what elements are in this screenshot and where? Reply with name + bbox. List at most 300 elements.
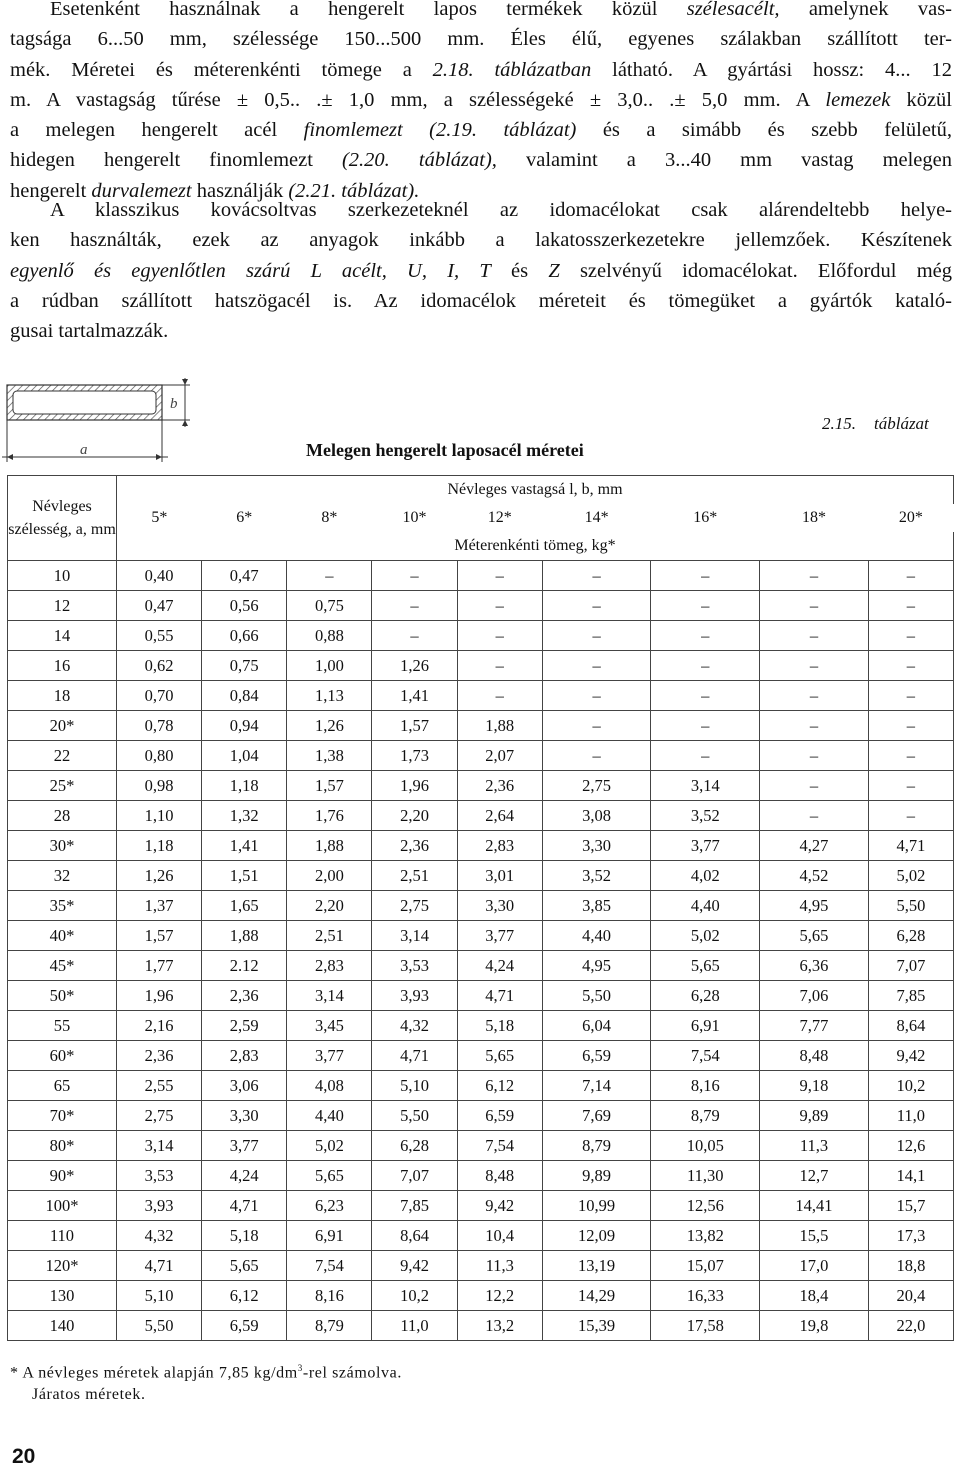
- mass-cell: 1,18: [202, 771, 287, 801]
- mass-cell: –: [651, 621, 760, 651]
- mass-cell: –: [760, 741, 869, 771]
- table-row: [8, 1311, 954, 1341]
- mass-cell: –: [457, 651, 542, 681]
- mass-cell: –: [760, 591, 869, 621]
- mass-cell: –: [287, 561, 372, 591]
- mass-cell: 7,54: [457, 1131, 542, 1161]
- mass-cell: 0,70: [117, 681, 202, 711]
- mass-cell: –: [868, 741, 953, 771]
- mass-cell: –: [868, 651, 953, 681]
- thickness-header: 18*: [801, 508, 826, 526]
- footnote-superscript: 3: [297, 1363, 303, 1373]
- mass-cell: 6,12: [457, 1071, 542, 1101]
- mass-cell: –: [760, 561, 869, 591]
- mass-cell: 4,71: [372, 1041, 457, 1071]
- mass-cell: 2,55: [117, 1071, 202, 1101]
- mass-cell: 17,3: [868, 1221, 953, 1251]
- mass-cell: 0,80: [117, 741, 202, 771]
- mass-cell: 1,65: [202, 891, 287, 921]
- flat-steel-dimensions-table: [7, 475, 954, 1341]
- table-caption: Melegen hengerelt laposacél méretei: [306, 440, 584, 460]
- mass-cell: 12,6: [868, 1131, 953, 1161]
- italic-text: Z: [548, 259, 560, 282]
- mass-cell: 6,59: [202, 1311, 287, 1341]
- mass-cell: 4,71: [457, 981, 542, 1011]
- thickness-header: 10*: [402, 508, 427, 526]
- mass-cell: 6,28: [651, 981, 760, 1011]
- table-row: [8, 681, 954, 711]
- mass-cell: 6,12: [202, 1281, 287, 1311]
- mass-cell: 7,85: [372, 1191, 457, 1221]
- table-row: [8, 1041, 954, 1071]
- text: hengerelt: [10, 179, 92, 202]
- mass-cell: 5,65: [202, 1251, 287, 1281]
- mass-cell: 2,20: [372, 801, 457, 831]
- mass-cell: 12,7: [760, 1161, 869, 1191]
- text-line: [10, 115, 952, 145]
- mass-cell: 3,53: [372, 951, 457, 981]
- width-cell: 22: [8, 741, 117, 771]
- mass-cell: 2,51: [287, 921, 372, 951]
- mass-cell: 12,09: [542, 1221, 651, 1251]
- width-cell: 40*: [8, 921, 117, 951]
- mass-cell: 17,58: [651, 1311, 760, 1341]
- mass-cell: 5,50: [542, 981, 651, 1011]
- footnote-line-2: Járatos méretek.: [32, 1386, 146, 1404]
- mass-cell: –: [760, 711, 869, 741]
- mass-cell: 4,95: [542, 951, 651, 981]
- mass-cell: 7,54: [651, 1041, 760, 1071]
- mass-cell: –: [760, 681, 869, 711]
- mass-cell: 15,07: [651, 1251, 760, 1281]
- mass-cell: 1,41: [202, 831, 287, 861]
- mass-cell: 0,98: [117, 771, 202, 801]
- italic-text: lemezek: [825, 88, 891, 111]
- text: valamint a 3...40 mm vastag melegen: [496, 149, 953, 172]
- text: használják: [191, 179, 289, 202]
- width-cell: 25*: [8, 771, 117, 801]
- thickness-header: 20*: [898, 508, 923, 526]
- mass-cell: 4,52: [760, 861, 869, 891]
- mass-cell: 15,5: [760, 1221, 869, 1251]
- text: m. A vastagság tűrése ± 0,5.. .± 1,0 mm, a szélességeké ± 3,0.. .± 5,0 mm. A: [10, 88, 826, 111]
- mass-cell: 0,47: [117, 591, 202, 621]
- table-row: [8, 981, 954, 1011]
- mass-cell: 4,08: [287, 1071, 372, 1101]
- table-row: [8, 651, 954, 681]
- mass-cell: 1,51: [202, 861, 287, 891]
- page-number: 20: [12, 1445, 36, 1468]
- mass-cell: –: [542, 591, 651, 621]
- mass-cell: 4,24: [202, 1161, 287, 1191]
- width-cell: 20*: [8, 711, 117, 741]
- table-body: [8, 561, 954, 1341]
- mass-cell: 13,19: [542, 1251, 651, 1281]
- table-row: [8, 591, 954, 621]
- mass-cell: 3,14: [287, 981, 372, 1011]
- mass-cell: 11,3: [760, 1131, 869, 1161]
- mass-cell: 8,48: [457, 1161, 542, 1191]
- thickness-header-row: [8, 504, 954, 533]
- table-row: [8, 771, 954, 801]
- mass-cell: 7,69: [542, 1101, 651, 1131]
- mass-cell: 13,82: [651, 1221, 760, 1251]
- mass-cell: 22,0: [868, 1311, 953, 1341]
- table-row: [8, 1161, 954, 1191]
- mass-cell: 7,77: [760, 1011, 869, 1041]
- mass-cell: 4,71: [202, 1191, 287, 1221]
- mass-cell: 3,30: [542, 831, 651, 861]
- mass-cell: 11,30: [651, 1161, 760, 1191]
- mass-cell: 8,48: [760, 1041, 869, 1071]
- mass-cell: 12,2: [457, 1281, 542, 1311]
- mass-cell: 0,88: [287, 621, 372, 651]
- mass-cell: 0,47: [202, 561, 287, 591]
- mass-cell: 11,3: [457, 1251, 542, 1281]
- mass-cell: 1,57: [372, 711, 457, 741]
- mass-cell: 6,36: [760, 951, 869, 981]
- italic-text: finomlemezt (2.19. táblázat): [303, 119, 577, 142]
- mass-cell: –: [542, 711, 651, 741]
- mass-cell: 14,41: [760, 1191, 869, 1221]
- mass-cell: 9,18: [760, 1071, 869, 1101]
- mass-cell: 4,71: [117, 1251, 202, 1281]
- mass-cell: –: [868, 681, 953, 711]
- mass-cell: 8,79: [287, 1311, 372, 1341]
- profiles-paragraph: [10, 195, 952, 346]
- mass-cell: 1,96: [117, 981, 202, 1011]
- mass-cell: 1,04: [202, 741, 287, 771]
- mass-cell: 5,50: [372, 1101, 457, 1131]
- mass-cell: 6,23: [287, 1191, 372, 1221]
- table-row: [8, 831, 954, 861]
- width-cell: 90*: [8, 1161, 117, 1191]
- text: ken használták, ezek az anyagok inkább a lakatosszerkezetekre jellemzőek. Készítenek: [10, 229, 952, 252]
- mass-cell: 8,64: [372, 1221, 457, 1251]
- mass-cell: 2,07: [457, 741, 542, 771]
- mass-cell: 8,16: [651, 1071, 760, 1101]
- mass-cell: 19,8: [760, 1311, 869, 1341]
- text-line: [10, 85, 952, 115]
- mass-cell: 2,75: [117, 1101, 202, 1131]
- mass-cell: 7,54: [287, 1251, 372, 1281]
- text: hidegen hengerelt finomlemezt: [10, 149, 342, 172]
- mass-cell: 2,64: [457, 801, 542, 831]
- mass-cell: 0,40: [117, 561, 202, 591]
- text: A klasszikus kovácsoltvas szerkezeteknél az idomacélokat csak alárendeltebb helye-: [50, 199, 952, 221]
- mass-cell: 8,79: [542, 1131, 651, 1161]
- mass-cell: 10,2: [868, 1071, 953, 1101]
- mass-cell: 6,59: [457, 1101, 542, 1131]
- mass-cell: 1,41: [372, 681, 457, 711]
- width-cell: 60*: [8, 1041, 117, 1071]
- mass-cell: 8,64: [868, 1011, 953, 1041]
- mass-cell: 4,71: [868, 831, 953, 861]
- width-cell: 14: [8, 621, 117, 651]
- mass-cell: –: [372, 591, 457, 621]
- mass-cell: 6,91: [651, 1011, 760, 1041]
- mass-cell: 7,06: [760, 981, 869, 1011]
- mass-cell: 0,62: [117, 651, 202, 681]
- mass-cell: 13,2: [457, 1311, 542, 1341]
- thickness-header: 14*: [584, 508, 609, 526]
- text: a melegen hengerelt acél: [10, 119, 304, 142]
- mass-cell: 1,32: [202, 801, 287, 831]
- mass-cell: –: [372, 621, 457, 651]
- mass-cell: 2,36: [202, 981, 287, 1011]
- mass-cell: 7,07: [868, 951, 953, 981]
- italic-text: szélesacélt,: [686, 0, 780, 20]
- width-cell: 32: [8, 861, 117, 891]
- width-cell: 28: [8, 801, 117, 831]
- table-row: [8, 801, 954, 831]
- mass-cell: 3,77: [651, 831, 760, 861]
- mass-cell: 2,00: [287, 861, 372, 891]
- mass-cell: –: [651, 591, 760, 621]
- mass-cell: –: [651, 711, 760, 741]
- mass-cell: 0,55: [117, 621, 202, 651]
- text-line: [10, 286, 952, 316]
- mass-cell: 5,65: [287, 1161, 372, 1191]
- mass-cell: 1,96: [372, 771, 457, 801]
- flat-bar-cross-section-figure: [0, 372, 200, 472]
- mass-cell: –: [760, 801, 869, 831]
- width-cell: 45*: [8, 951, 117, 981]
- mass-cell: 6,91: [287, 1221, 372, 1251]
- mass-cell: 0,75: [202, 651, 287, 681]
- text-line: [10, 316, 952, 346]
- mass-cell: –: [760, 621, 869, 651]
- mass-cell: 9,42: [372, 1251, 457, 1281]
- table-row: [8, 1101, 954, 1131]
- mass-cell: 5,65: [760, 921, 869, 951]
- width-cell: 80*: [8, 1131, 117, 1161]
- mass-cell: 4,27: [760, 831, 869, 861]
- mass-cell: 8,79: [651, 1101, 760, 1131]
- mass-cell: –: [760, 651, 869, 681]
- mass-cell: 3,14: [651, 771, 760, 801]
- mass-cell: 7,85: [868, 981, 953, 1011]
- mass-cell: 1,57: [117, 921, 202, 951]
- mass-cell: 15,7: [868, 1191, 953, 1221]
- table-row: [8, 951, 954, 981]
- width-cell: 18: [8, 681, 117, 711]
- table-row: [8, 1191, 954, 1221]
- mass-cell: 3,08: [542, 801, 651, 831]
- mass-cell: –: [542, 621, 651, 651]
- mass-cell: 3,93: [117, 1191, 202, 1221]
- mass-cell: 2,36: [117, 1041, 202, 1071]
- table-number: [822, 414, 929, 434]
- mass-cell: 11,0: [868, 1101, 953, 1131]
- mass-cell: 14,1: [868, 1161, 953, 1191]
- mass-cell: 5,50: [868, 891, 953, 921]
- mass-cell: 3,77: [202, 1131, 287, 1161]
- mass-cell: 1,13: [287, 681, 372, 711]
- mass-cell: –: [868, 801, 953, 831]
- mass-cell: 0,66: [202, 621, 287, 651]
- italic-text: 2.18. táblázatban: [432, 58, 592, 81]
- mass-cell: 4,40: [651, 891, 760, 921]
- text-line: [10, 256, 952, 286]
- mass-cell: 5,02: [287, 1131, 372, 1161]
- mass-cell: 1,77: [117, 951, 202, 981]
- mass-cell: –: [651, 681, 760, 711]
- width-cell: 100*: [8, 1191, 117, 1221]
- mass-cell: 6,59: [542, 1041, 651, 1071]
- width-cell: 30*: [8, 831, 117, 861]
- mass-cell: 5,10: [117, 1281, 202, 1311]
- mass-cell: 3,52: [651, 801, 760, 831]
- mass-cell: 3,53: [117, 1161, 202, 1191]
- mass-cell: –: [760, 771, 869, 801]
- mass-cell: 3,85: [542, 891, 651, 921]
- width-cell: 120*: [8, 1251, 117, 1281]
- table-row: [8, 1221, 954, 1251]
- thickness-header: 5*: [151, 508, 168, 526]
- width-cell: 65: [8, 1071, 117, 1101]
- mass-cell: 9,89: [760, 1101, 869, 1131]
- mass-cell: 2,59: [202, 1011, 287, 1041]
- width-cell: 140: [8, 1311, 117, 1341]
- mass-cell: 7,14: [542, 1071, 651, 1101]
- width-cell: 50*: [8, 981, 117, 1011]
- width-cell: 16: [8, 651, 117, 681]
- mass-cell: 4,32: [117, 1221, 202, 1251]
- mass-cell: 0,84: [202, 681, 287, 711]
- thickness-header: 6*: [236, 508, 253, 526]
- text: Esetenként használnak a hengerelt lapos termékek közül: [50, 0, 687, 20]
- mass-cell: –: [868, 591, 953, 621]
- mass-cell: 1,73: [372, 741, 457, 771]
- width-cell: 35*: [8, 891, 117, 921]
- mass-cell: 3,45: [287, 1011, 372, 1041]
- text-line: [10, 195, 952, 225]
- mass-cell: –: [542, 681, 651, 711]
- footnote-line-1: [10, 1357, 402, 1384]
- text: és: [490, 259, 549, 282]
- mass-cell: –: [457, 561, 542, 591]
- text-line: [10, 0, 952, 24]
- mass-cell: 1,88: [457, 711, 542, 741]
- mass-cell: 1,26: [372, 651, 457, 681]
- mass-cell: 1,00: [287, 651, 372, 681]
- table-row: [8, 921, 954, 951]
- mass-span-header: Méterenkénti tömeg, kg*: [117, 532, 954, 560]
- footnote-text-end: -rel számolva.: [302, 1364, 402, 1382]
- table-row: [8, 741, 954, 771]
- mass-cell: 6,28: [372, 1131, 457, 1161]
- mass-cell: 0,56: [202, 591, 287, 621]
- mass-cell: 1,76: [287, 801, 372, 831]
- table-row: [8, 711, 954, 741]
- mass-cell: 6,28: [868, 921, 953, 951]
- mass-cell: 1,26: [287, 711, 372, 741]
- mass-cell: 2,20: [287, 891, 372, 921]
- mass-cell: 3,93: [372, 981, 457, 1011]
- mass-cell: –: [457, 591, 542, 621]
- mass-cell: 5,65: [651, 951, 760, 981]
- text-line: [10, 145, 952, 175]
- dimension-b-label: b: [170, 396, 178, 412]
- mass-cell: –: [542, 741, 651, 771]
- mass-cell: 1,88: [202, 921, 287, 951]
- mass-cell: –: [372, 561, 457, 591]
- width-cell: 12: [8, 591, 117, 621]
- text: és a simább és szebb felületű,: [576, 119, 952, 142]
- mass-cell: –: [868, 711, 953, 741]
- mass-cell: –: [868, 561, 953, 591]
- mass-cell: 7,07: [372, 1161, 457, 1191]
- mass-cell: 6,04: [542, 1011, 651, 1041]
- width-cell: 130: [8, 1281, 117, 1311]
- mass-cell: 4,24: [457, 951, 542, 981]
- mass-cell: 3,01: [457, 861, 542, 891]
- mass-cell: 16,33: [651, 1281, 760, 1311]
- text: mék. Méretei és méterenkénti tömege a: [10, 58, 433, 81]
- table-row: [8, 621, 954, 651]
- mass-cell: –: [868, 771, 953, 801]
- dimension-a-label: a: [80, 442, 88, 458]
- mass-cell: 1,57: [287, 771, 372, 801]
- mass-cell: 3,14: [372, 921, 457, 951]
- mass-cell: 0,78: [117, 711, 202, 741]
- mass-cell: 4,40: [542, 921, 651, 951]
- mass-cell: 10,4: [457, 1221, 542, 1251]
- footnote-text: * A névleges méretek alapján 7,85 kg/dm: [10, 1364, 298, 1382]
- mass-cell: 14,29: [542, 1281, 651, 1311]
- mass-cell: 2,51: [372, 861, 457, 891]
- table-row: [8, 1251, 954, 1281]
- table-row: [8, 1131, 954, 1161]
- italic-text: (2.21. táblázat).: [288, 179, 420, 202]
- width-cell: 10: [8, 561, 117, 591]
- italic-text: egyenlő és egyenlőtlen szárú L acélt, U, I, T: [10, 259, 491, 282]
- mass-cell: 2,16: [117, 1011, 202, 1041]
- mass-cell: 18,4: [760, 1281, 869, 1311]
- text: látható. A gyártási hossz: 4... 12: [591, 58, 952, 81]
- table-number-word: táblázat: [874, 414, 929, 433]
- mass-cell: –: [457, 681, 542, 711]
- mass-cell: 5,65: [457, 1041, 542, 1071]
- mass-cell: 18,8: [868, 1251, 953, 1281]
- mass-cell: 1,10: [117, 801, 202, 831]
- mass-cell: 1,37: [117, 891, 202, 921]
- text: gusai tartalmazzák.: [10, 320, 169, 343]
- width-cell: 110: [8, 1221, 117, 1251]
- table-row: [8, 861, 954, 891]
- mass-cell: 8,16: [287, 1281, 372, 1311]
- mass-cell: 5,10: [372, 1071, 457, 1101]
- width-cell: 55: [8, 1011, 117, 1041]
- mass-cell: 9,89: [542, 1161, 651, 1191]
- text: amelynek vas-: [779, 0, 953, 20]
- table-row: [8, 1281, 954, 1311]
- mass-cell: 3,14: [117, 1131, 202, 1161]
- text-line: [10, 55, 952, 85]
- text: közül: [890, 88, 952, 111]
- text: a rúdban szállított hatszögacél is. Az idomacélok méreteit és tömegüket a gyártók kataló-: [10, 289, 952, 312]
- mass-cell: 3,06: [202, 1071, 287, 1101]
- intro-paragraph: [10, 0, 952, 206]
- mass-cell: 17,0: [760, 1251, 869, 1281]
- mass-cell: 3,30: [457, 891, 542, 921]
- mass-cell: 4,40: [287, 1101, 372, 1131]
- mass-cell: 20,4: [868, 1281, 953, 1311]
- table-row: [8, 891, 954, 921]
- mass-cell: 3,77: [457, 921, 542, 951]
- mass-cell: 1,26: [117, 861, 202, 891]
